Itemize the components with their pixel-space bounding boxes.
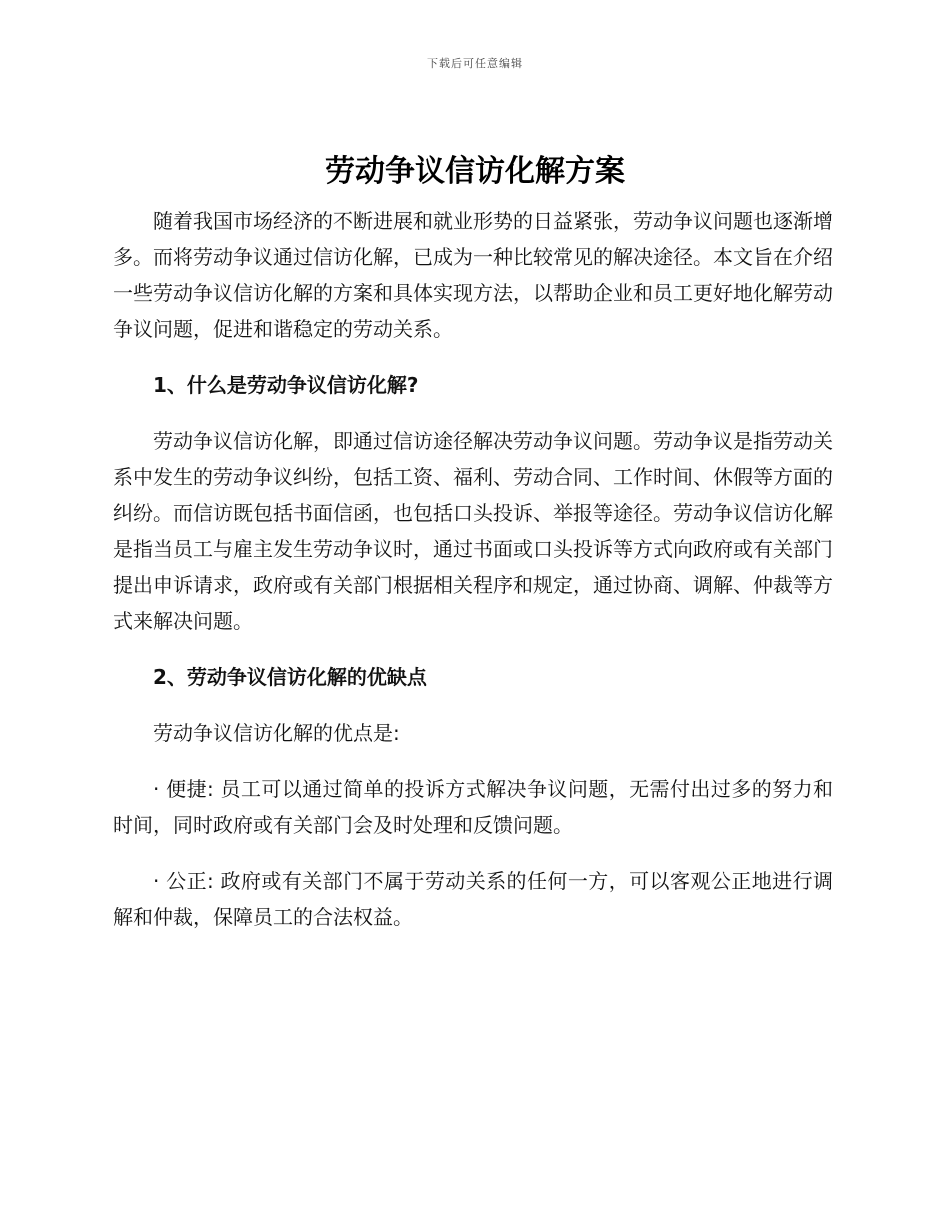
document-title: 劳动争议信访化解方案 <box>325 154 625 189</box>
advantage-item-fairness: · 公正: 政府或有关部门不属于劳动关系的任何一方，可以客观公正地进行调解和仲裁，保障员工的合法权益。 <box>113 869 833 929</box>
advantage-item-convenience: · 便捷: 员工可以通过简单的投诉方式解决争议问题，无需付出过多的努力和时间，同时政府或有关部门会及时处理和反馈问题。 <box>113 777 833 837</box>
header-note: 下载后可任意编辑 <box>427 57 523 70</box>
section-2-heading: 2、劳动争议信访化解的优缺点 <box>153 665 427 689</box>
section-2-body: 劳动争议信访化解的优点是: <box>153 721 400 745</box>
intro-paragraph: 随着我国市场经济的不断进展和就业形势的日益紧张，劳动争议问题也逐渐增多。而将劳动争议通过信访化解，已成为一种比较常见的解决途径。本文旨在介绍一些劳动争议信访化解的方案和具体实现方法，以帮助企业和员工更好地化解劳动争议问题，促进和谐稳定的劳动关系。 <box>113 209 833 341</box>
section-1-body: 劳动争议信访化解，即通过信访途径解决劳动争议问题。劳动争议是指劳动关系中发生的劳动争议纠纷，包括工资、福利、劳动合同、工作时间、休假等方面的纠纷。而信访既包括书面信函，也包括口头投诉、举报等途径。劳动争议信访化解是指当员工与雇主发生劳动争议时，通过书面或口头投诉等方式向政府或有关部门提出申诉请求，政府或有关部门根据相关程序和规定，通过协商、调解、仲裁等方式来解决问题。 <box>113 429 833 633</box>
document-body <box>113 203 833 955</box>
section-1-heading: 1、什么是劳动争议信访化解? <box>153 373 419 397</box>
